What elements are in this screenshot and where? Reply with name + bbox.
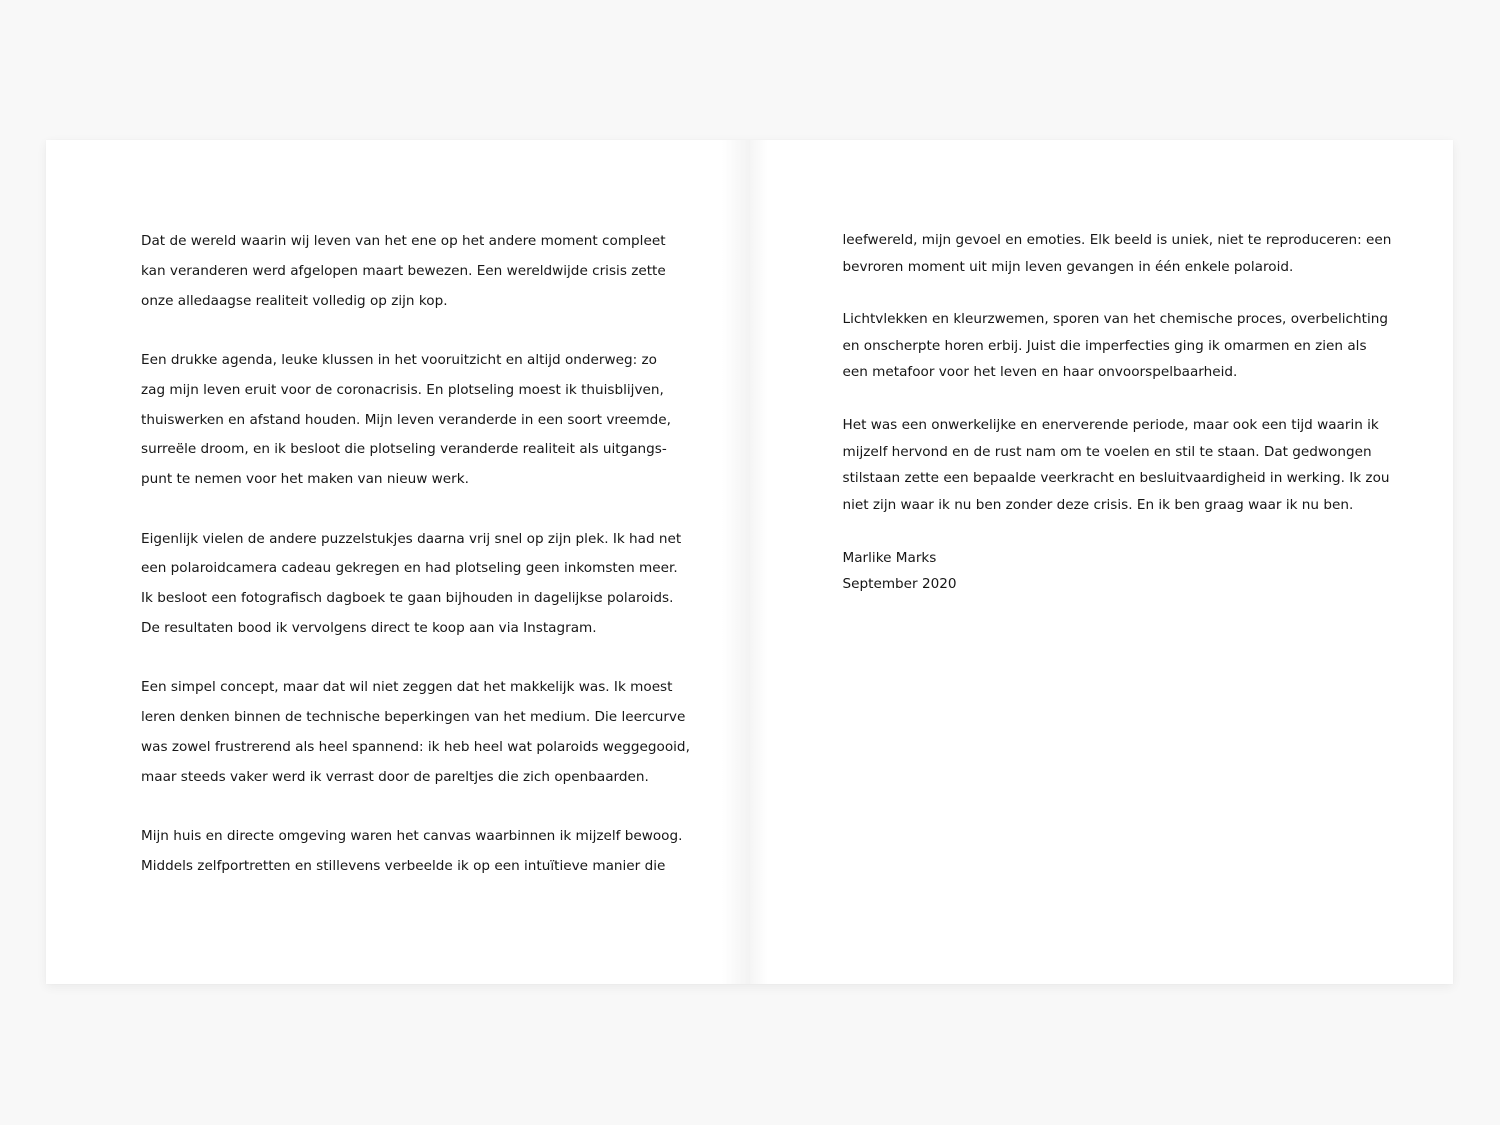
paragraph (842, 306, 1388, 386)
book-spread (46, 140, 1453, 984)
signature-block (843, 545, 1383, 598)
text-line: Dat de wereld waarin wij leven van het ene op het andere moment compleet (141, 233, 666, 249)
text-line: mijzelf hervond en de rust nam om te voelen en stil te staan. Dat gedwongen (842, 443, 1372, 460)
left-page (46, 140, 750, 984)
author-name: Marlike Marks (842, 549, 937, 566)
text-line: een polaroidcamera cadeau gekregen en had plotseling geen inkomsten meer. (141, 560, 678, 577)
text-line: Lichtvlekken en kleurzwemen, sporen van het chemische proces, overbelichting (842, 311, 1388, 328)
paragraph (842, 227, 1392, 280)
paragraph (842, 412, 1390, 518)
left-page-text (141, 227, 690, 882)
signature-date: September 2020 (842, 576, 957, 593)
text-line: stilstaan zette een bepaalde veerkracht en besluitvaardigheid in werking. Ik zou (842, 470, 1390, 487)
text-line: en onscherpte horen erbij. Juist die imperfecties ging ik omarmen en zien als (842, 337, 1367, 354)
text-line: Ik besloot een fotografisch dagboek te gaan bijhouden in dagelijkse polaroids. (141, 590, 674, 607)
text-line: Een simpel concept, maar dat wil niet zeggen dat het makkelijk was. Ik moest (141, 679, 673, 696)
paragraph (141, 346, 676, 495)
paragraph (141, 227, 676, 316)
text-line: was zowel frustrerend als heel spannend: ik heb heel wat polaroids weggegooid, (141, 738, 690, 755)
text-line: niet zijn waar ik nu ben zonder deze crisis. En ik ben graag waar ik nu ben. (842, 496, 1354, 513)
text-line: thuiswerken en afstand houden. Mijn leven veranderde in een soort vreemde, (141, 411, 671, 428)
text-line: Een drukke agenda, leuke klussen in het vooruitzicht en altijd onderweg: zo (141, 351, 657, 368)
text-line: bevroren moment uit mijn leven gevangen in één enkele polaroid. (842, 258, 1294, 275)
text-line: Mijn huis en directe omgeving waren het canvas waarbinnen ik mijzelf bewoog. (141, 828, 683, 845)
text-line: een metafoor voor het leven en haar onvoorspelbaarheid. (842, 364, 1238, 381)
paragraph (141, 822, 683, 882)
text-line: Middels zelfportretten en stillevens verbeelde ik op een intuïtieve manier die (141, 857, 666, 874)
text-line: leefwereld, mijn gevoel en emoties. Elk beeld is uniek, niet te reproduceren: een (842, 232, 1392, 248)
text-line: kan veranderen werd afgelopen maart bewezen. Een wereldwijde crisis zette (141, 262, 666, 279)
text-line: Eigenlijk vielen de andere puzzelstukjes daarna vrij snel op zijn plek. Ik had net (141, 530, 682, 547)
text-line: maar steeds vaker werd ik verrast door de pareltjes die zich openbaarden. (141, 768, 649, 785)
text-line: punt te nemen voor het maken van nieuw werk. (141, 471, 469, 488)
text-line: zag mijn leven eruit voor de coronacrisis. En plotseling moest ik thuisblijven, (141, 381, 664, 398)
text-line: De resultaten bood ik vervolgens direct te koop aan via Instagram. (141, 619, 597, 636)
text-line: onze alledaagse realiteit volledig op zijn kop. (141, 292, 448, 309)
paragraph (141, 673, 690, 792)
paragraph (141, 525, 682, 644)
right-page-text (842, 227, 1392, 598)
text-line: surreële droom, en ik besloot die plotseling veranderde realiteit als uitgangs- (141, 441, 667, 458)
right-page (750, 140, 1454, 984)
text-line: leren denken binnen de technische beperkingen van het medium. Die leercurve (141, 709, 686, 726)
text-line: Het was een onwerkelijke en enerverende periode, maar ook een tijd waarin ik (842, 417, 1379, 434)
